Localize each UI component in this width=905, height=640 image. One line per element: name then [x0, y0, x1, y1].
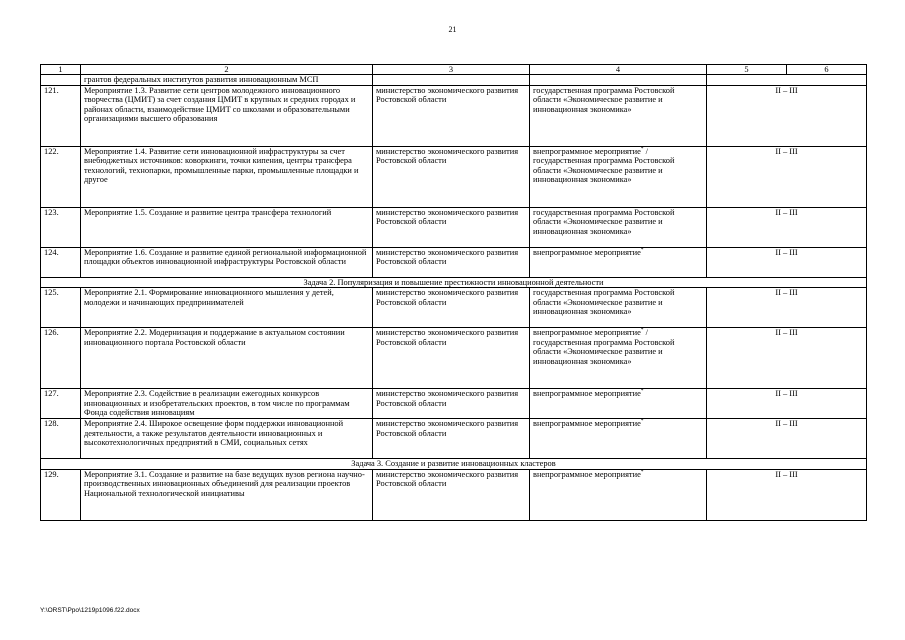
table-row: [41, 146, 867, 207]
column-header: 1: [41, 65, 81, 75]
executor-cell: министерство экономического развития Ростовской области: [373, 146, 530, 207]
period-cell: II – III: [707, 247, 867, 277]
row-number-cell: 128.: [41, 419, 81, 459]
executor-cell: министерство экономического развития Ростовской области: [373, 328, 530, 389]
footnote-mark: *: [640, 145, 644, 152]
continuation-row: [41, 75, 867, 86]
source-text: внепрограммное мероприятие: [533, 419, 641, 429]
source-text: государственная программа Ростовской области «Экономическое развитие и инновационная экономика»: [533, 85, 675, 114]
source-cell: [530, 419, 707, 459]
row-number-cell: 127.: [41, 389, 81, 419]
table-row: [41, 247, 867, 277]
period-cell: II – III: [707, 389, 867, 419]
executor-cell: министерство экономического развития Ростовской области: [373, 207, 530, 247]
measure-cell: Мероприятие 2.4. Широкое освещение форм поддержки инновационной деятельности, а также результатов деятельности инновационных и высокотехнологичных предприятий в СМИ, социальных сетях: [81, 419, 373, 459]
source-text: государственная программа Ростовской области «Экономическое развитие и инновационная экономика»: [533, 288, 675, 317]
measure-cell: Мероприятие 1.4. Развитие сети инновационной инфраструктуры за счет внебюджетных источников: коворкинги, точки кипения, центры трансфера технологий, технопарки, промышленные парки, промышленные площадки и другое: [81, 146, 373, 207]
period-cell: II – III: [707, 85, 867, 146]
measure-cell: Мероприятие 2.3. Содействие в реализации ежегодных конкурсов инновационных и изобретательских проектов, в том числе по программам Фонда содействия инновациям: [81, 389, 373, 419]
table-row: [41, 328, 867, 389]
executor-cell: министерство экономического развития Ростовской области: [373, 247, 530, 277]
period-cell: II – III: [707, 328, 867, 389]
footnote-mark: *: [640, 418, 644, 425]
table-header-row: [41, 65, 867, 75]
row-number-cell: 121.: [41, 85, 81, 146]
footnote-mark: *: [640, 468, 644, 475]
column-header: 6: [787, 65, 867, 75]
table-row: [41, 288, 867, 328]
row-number-cell: 125.: [41, 288, 81, 328]
row-number-cell: 122.: [41, 146, 81, 207]
task-heading-row: [41, 459, 867, 470]
row-number-cell: 123.: [41, 207, 81, 247]
source-cell: [530, 288, 707, 328]
source-text: внепрограммное мероприятие: [533, 469, 641, 479]
source-text-tail: / государственная программа Ростовской области «Экономическое развитие и инновационная экономика»: [533, 146, 675, 185]
table-row: [41, 85, 867, 146]
source-text: внепрограммное мероприятие: [533, 247, 641, 257]
period-cell: II – III: [707, 419, 867, 459]
measures-table: [40, 64, 867, 521]
source-cell: [530, 389, 707, 419]
measure-cell: Мероприятие 3.1. Создание и развитие на базе ведущих вузов региона научно-производственных инновационных объединений для реализации проектов Национальной технологической инициативы: [81, 469, 373, 520]
measure-cell: грантов федеральных институтов развития инновационным МСП: [81, 75, 373, 86]
footnote-mark: *: [640, 327, 644, 334]
row-number-cell: 124.: [41, 247, 81, 277]
source-cell: [530, 469, 707, 520]
source-cell: [530, 207, 707, 247]
period-cell: II – III: [707, 207, 867, 247]
source-text: внепрограммное мероприятие: [533, 328, 641, 338]
executor-cell: министерство экономического развития Ростовской области: [373, 419, 530, 459]
column-header: 4: [530, 65, 707, 75]
source-text: внепрограммное мероприятие: [533, 146, 641, 156]
period-cell: II – III: [707, 469, 867, 520]
table-row: [41, 389, 867, 419]
row-number-cell: [41, 75, 81, 86]
task-heading-row: [41, 277, 867, 288]
table-row: [41, 419, 867, 459]
file-path-footer: Y:\ORST\Ppo\1219p1096.f22.docx: [40, 607, 140, 614]
executor-cell: министерство экономического развития Ростовской области: [373, 288, 530, 328]
row-number-cell: 126.: [41, 328, 81, 389]
executor-cell: [373, 75, 530, 86]
task-heading: Задача 2. Популяризация и повышение престижности инновационной деятельности: [41, 277, 867, 288]
measure-cell: Мероприятие 1.5. Создание и развитие центра трансфера технологий: [81, 207, 373, 247]
measure-cell: Мероприятие 2.2. Модернизация и поддержание в актуальном состоянии инновационного портала Ростовской области: [81, 328, 373, 389]
table-row: [41, 207, 867, 247]
executor-cell: министерство экономического развития Ростовской области: [373, 389, 530, 419]
column-header: 5: [707, 65, 787, 75]
source-cell: [530, 247, 707, 277]
footnote-mark: *: [640, 246, 644, 253]
table-row: [41, 469, 867, 520]
period-cell: [707, 75, 867, 86]
source-cell: [530, 328, 707, 389]
executor-cell: министерство экономического развития Ростовской области: [373, 85, 530, 146]
column-header: 3: [373, 65, 530, 75]
source-cell: [530, 146, 707, 207]
measure-cell: Мероприятие 1.3. Развитие сети центров молодежного инновационного творчества (ЦМИТ) за счет создания ЦМИТ в крупных и средних городах и районах области, взаимодействие ЦМИТ со школами и образовательными организациями высшего образования: [81, 85, 373, 146]
column-header: 2: [81, 65, 373, 75]
period-cell: II – III: [707, 146, 867, 207]
source-text: государственная программа Ростовской области «Экономическое развитие и инновационная экономика»: [533, 207, 675, 236]
source-cell: [530, 85, 707, 146]
measure-cell: Мероприятие 2.1. Формирование инновационного мышления у детей, молодежи и начинающих предпринимателей: [81, 288, 373, 328]
page-number: 21: [448, 25, 457, 34]
row-number-cell: 129.: [41, 469, 81, 520]
source-text-tail: / государственная программа Ростовской области «Экономическое развитие и инновационная экономика»: [533, 328, 675, 366]
task-heading: Задача 3. Создание и развитие инновационных кластеров: [41, 459, 867, 470]
period-cell: II – III: [707, 288, 867, 328]
footnote-mark: *: [640, 388, 644, 395]
source-cell: [530, 75, 707, 86]
source-text: внепрограммное мероприятие: [533, 389, 641, 399]
measure-cell: Мероприятие 1.6. Создание и развитие единой региональной информационной площадки объектов инновационной инфраструктуры Ростовской области: [81, 247, 373, 277]
executor-cell: министерство экономического развития Ростовской области: [373, 469, 530, 520]
